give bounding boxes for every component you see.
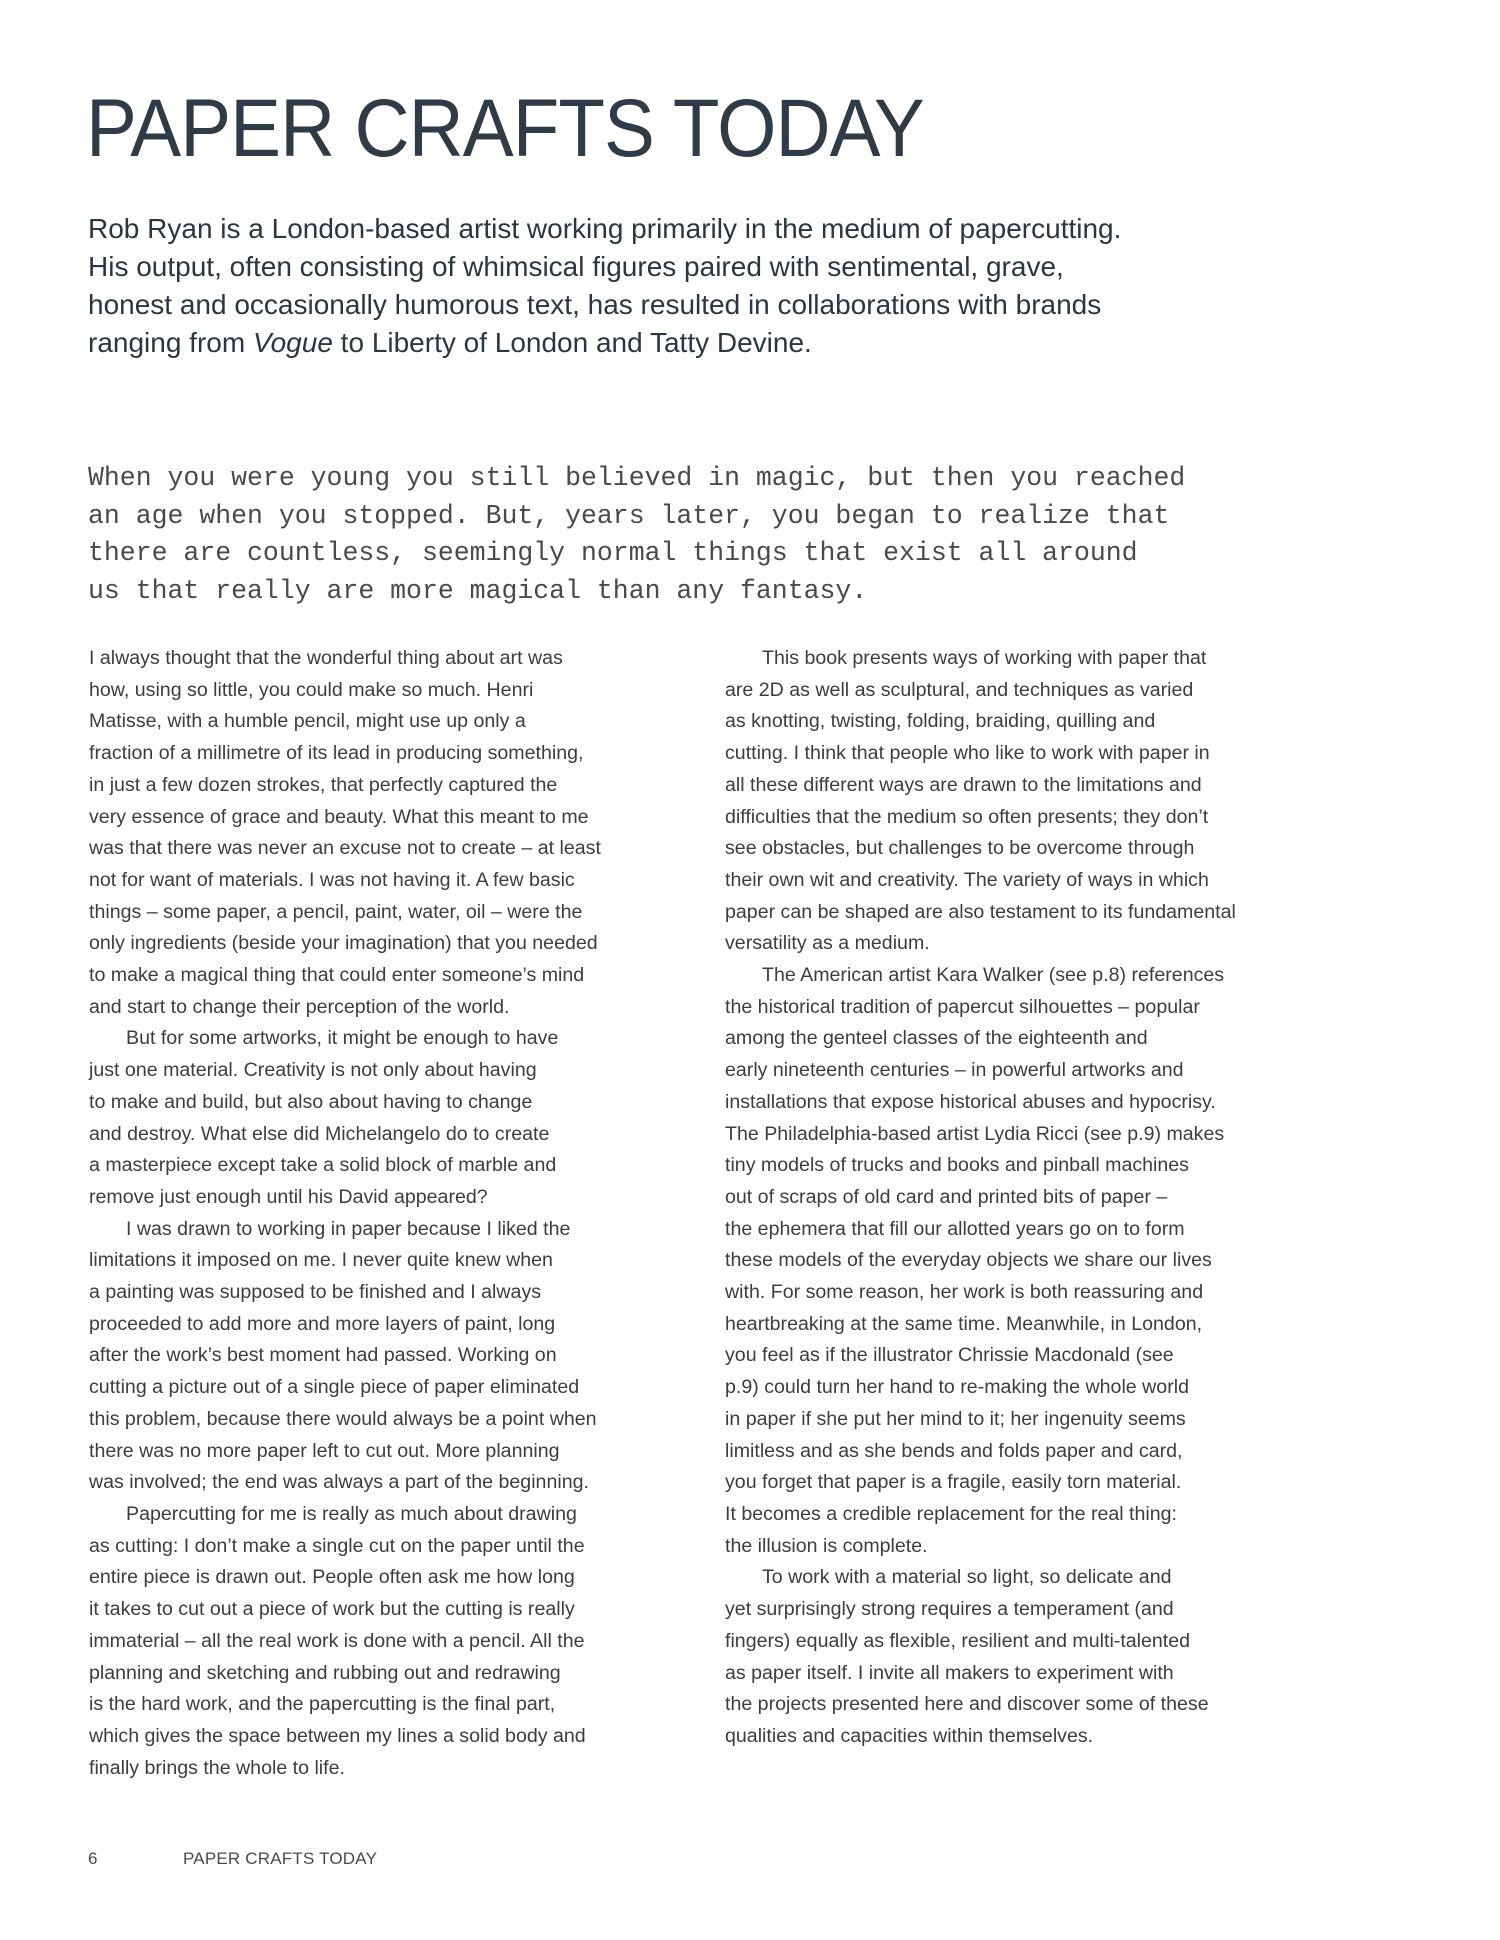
body-line: It becomes a credible replacement for the real thing: [725, 1502, 1177, 1525]
body-line: how, using so little, you could make so much. Henri [89, 678, 534, 701]
body-line: in just a few dozen strokes, that perfectly captured the [89, 773, 558, 796]
body-line: a painting was supposed to be finished and I always [89, 1281, 542, 1304]
body-paragraph [89, 1214, 689, 1499]
body-paragraph [725, 643, 1345, 960]
body-line: their own wit and creativity. The variety of ways in which [725, 868, 1209, 891]
body-line: This book presents ways of working with paper that [762, 647, 1207, 669]
page-title: PAPER CRAFTS TODAY [86, 83, 924, 174]
body-line: Papercutting for me is really as much about drawing [126, 1502, 577, 1525]
body-paragraph [89, 643, 689, 1023]
body-line: as paper itself. I invite all makers to experiment with [725, 1661, 1174, 1684]
body-line: the historical tradition of papercut silhouettes – popular [725, 995, 1200, 1018]
body-line: see obstacles, but challenges to be overcome through [725, 837, 1195, 860]
body-line: p.9) could turn her hand to re-making the whole world [725, 1376, 1189, 1399]
body-line: to make a magical thing that could enter someone’s mind [89, 964, 585, 987]
page-number: 6 [88, 1849, 98, 1868]
quote-line: When you were young you still believed in magic, but then you reached [88, 463, 1186, 493]
body-line: these models of the everyday objects we share our lives [725, 1249, 1212, 1272]
intro-line [88, 324, 1388, 362]
body-line: heartbreaking at the same time. Meanwhile, in London, [725, 1312, 1203, 1335]
body-line: cutting. I think that people who like to work with paper in [725, 742, 1210, 765]
body-line: to make and build, but also about having to change [89, 1090, 533, 1113]
body-line: Matisse, with a humble pencil, might use up only a [89, 710, 526, 733]
body-line: The American artist Kara Walker (see p.8) references [762, 964, 1225, 987]
body-line: and start to change their perception of the world. [89, 995, 510, 1018]
intro-line: honest and occasionally humorous text, has resulted in collaborations with brands [88, 289, 1102, 320]
body-line: which gives the space between my lines a solid body and [89, 1724, 586, 1747]
body-column-left [89, 643, 689, 1784]
body-line: But for some artworks, it might be enough to have [126, 1027, 559, 1050]
body-line: paper can be shaped are also testament to its fundamental [725, 900, 1236, 923]
body-line: I was drawn to working in paper because I liked the [126, 1217, 571, 1240]
body-line: and destroy. What else did Michelangelo do to create [89, 1122, 550, 1145]
body-line: with. For some reason, her work is both reassuring and [725, 1281, 1204, 1304]
body-line: difficulties that the medium so often presents; they don’t [725, 805, 1209, 828]
pull-quote [88, 460, 1418, 610]
body-line: fingers) equally as flexible, resilient and multi-talented [725, 1629, 1191, 1652]
body-line: The Philadelphia-based artist Lydia Ricci (see p.9) makes [725, 1122, 1225, 1145]
body-line: limitations it imposed on me. I never quite knew when [89, 1249, 553, 1272]
body-line: not for want of materials. I was not having it. A few basic [89, 868, 575, 891]
body-line: versatility as a medium. [725, 932, 930, 955]
body-line: as knotting, twisting, folding, braiding, quilling and [725, 710, 1156, 733]
running-head: PAPER CRAFTS TODAY [183, 1849, 378, 1868]
body-line: immaterial – all the real work is done with a pencil. All the [89, 1629, 585, 1652]
body-line: in paper if she put her mind to it; her ingenuity seems [725, 1407, 1186, 1430]
body-line: you feel as if the illustrator Chrissie Macdonald (see [725, 1344, 1174, 1367]
body-paragraph [725, 960, 1345, 1562]
body-line: it takes to cut out a piece of work but the cutting is really [89, 1598, 575, 1621]
body-line: fraction of a millimetre of its lead in producing something, [89, 742, 584, 765]
body-line: entire piece is drawn out. People often ask me how long [89, 1566, 575, 1589]
body-line: remove just enough until his David appeared? [89, 1185, 488, 1208]
body-line: proceeded to add more and more layers of paint, long [89, 1312, 556, 1335]
body-line: are 2D as well as sculptural, and techniques as varied [725, 678, 1194, 701]
body-line: tiny models of trucks and books and pinball machines [725, 1154, 1189, 1177]
quote-line: us that really are more magical than any fantasy. [88, 575, 868, 606]
body-line: all these different ways are drawn to the limitations and [725, 773, 1202, 796]
intro-text: ranging from [88, 327, 253, 358]
body-line: I always thought that the wonderful thing about art was [89, 647, 563, 669]
body-line: cutting a picture out of a single piece of paper eliminated [89, 1376, 580, 1399]
body-line: very essence of grace and beauty. What this meant to me [89, 805, 589, 828]
publication-name-italic: Vogue [252, 327, 333, 358]
body-paragraph [89, 1499, 689, 1784]
body-line: planning and sketching and rubbing out and redrawing [89, 1661, 561, 1684]
body-line: the ephemera that fill our allotted years go on to form [725, 1217, 1185, 1240]
body-line: was involved; the end was always a part of the beginning. [89, 1471, 589, 1494]
intro-line: His output, often consisting of whimsical figures paired with sentimental, grave, [88, 251, 1064, 282]
body-paragraph [89, 1023, 689, 1213]
body-line: yet surprisingly strong requires a temperament (and [725, 1598, 1174, 1621]
body-line: as cutting: I don’t make a single cut on the paper until the [89, 1534, 585, 1557]
body-line: out of scraps of old card and printed bits of paper – [725, 1185, 1168, 1208]
body-column-right [725, 643, 1345, 1753]
body-line: only ingredients (beside your imagination) that you needed [89, 932, 598, 955]
body-paragraph [725, 1562, 1345, 1752]
body-line: early nineteenth centuries – in powerful artworks and [725, 1059, 1184, 1082]
body-line: a masterpiece except take a solid block of marble and [89, 1154, 557, 1177]
quote-line: there are countless, seemingly normal things that exist all around [88, 538, 1138, 568]
body-line: just one material. Creativity is not only about having [89, 1059, 537, 1082]
body-line: things – some paper, a pencil, paint, water, oil – were the [89, 900, 583, 923]
body-line: was that there was never an excuse not to create – at least [89, 837, 601, 860]
body-line: this problem, because there would always be a point when [89, 1407, 597, 1430]
body-line: installations that expose historical abuses and hypocrisy. [725, 1090, 1216, 1113]
body-line: the illusion is complete. [725, 1534, 928, 1557]
body-line: there was no more paper left to cut out. More planning [89, 1439, 560, 1462]
body-line: you forget that paper is a fragile, easily torn material. [725, 1471, 1182, 1494]
body-line: qualities and capacities within themselves. [725, 1724, 1094, 1747]
body-line: among the genteel classes of the eighteenth and [725, 1027, 1148, 1050]
body-line: finally brings the whole to life. [89, 1756, 345, 1779]
intro-line: Rob Ryan is a London-based artist working primarily in the medium of papercutting. [88, 213, 1122, 244]
body-line: is the hard work, and the papercutting is the final part, [89, 1693, 556, 1716]
intro-paragraph [88, 210, 1388, 362]
body-line: To work with a material so light, so delicate and [762, 1566, 1172, 1589]
body-line: limitless and as she bends and folds paper and card, [725, 1439, 1183, 1462]
body-line: after the work’s best moment had passed. Working on [89, 1344, 557, 1367]
quote-line: an age when you stopped. But, years later, you began to realize that [88, 500, 1170, 531]
body-line: the projects presented here and discover some of these [725, 1693, 1209, 1716]
intro-text: to Liberty of London and Tatty Devine. [332, 327, 812, 358]
